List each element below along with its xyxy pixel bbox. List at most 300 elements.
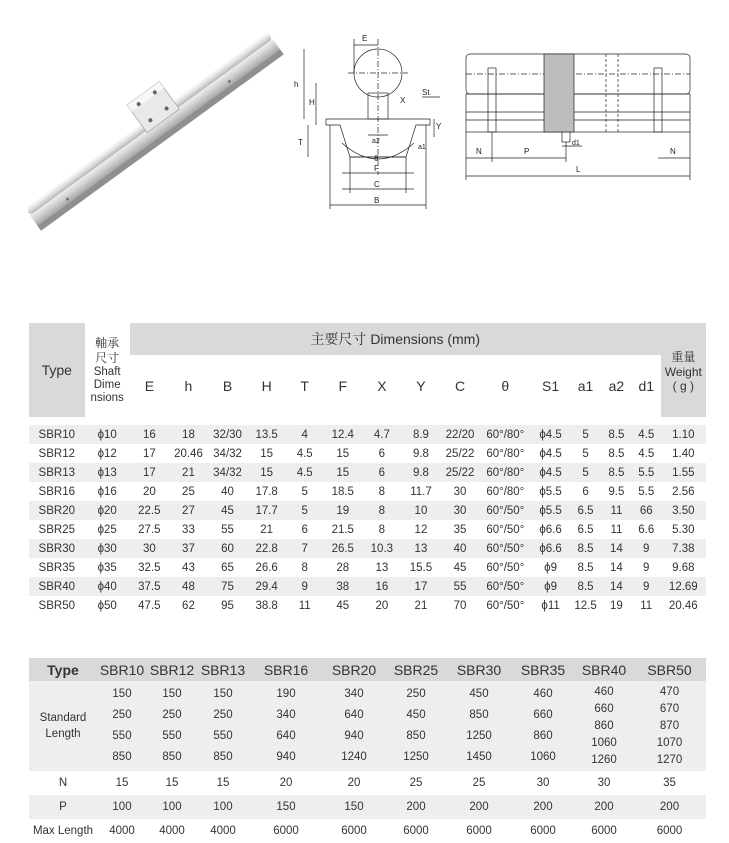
table-cell: 10 (414, 504, 428, 517)
table-cell: 20 (375, 599, 389, 612)
standard-length-value: 340 (344, 688, 364, 700)
standard-length-value: 1270 (656, 753, 683, 766)
standard-length-cell (575, 681, 633, 771)
max-length-row (29, 819, 706, 843)
standard-length-value: 940 (344, 730, 364, 742)
table-cell: 8.5 (608, 447, 625, 460)
max-length-value: 6000 (273, 825, 299, 837)
table-cell: 21 (414, 599, 428, 612)
table-cell: 48 (182, 580, 195, 593)
table-cell: 5 (301, 504, 308, 517)
col-Y: Y (401, 355, 440, 417)
table-cell: 43 (182, 561, 195, 574)
p-value: 100 (213, 801, 233, 813)
length-header-model: SBR25 (385, 658, 447, 681)
table-cell: 6 (582, 485, 589, 498)
table-cell: 18 (182, 428, 195, 441)
table-cell: 8.5 (577, 580, 594, 593)
col-F: F (323, 355, 362, 417)
length-header-model: SBR10 (97, 658, 147, 681)
table-cell: 4.7 (373, 428, 390, 441)
table-cell: 60°/80° (486, 466, 525, 479)
table-cell: 7 (301, 542, 308, 555)
table-cell: 2.56 (672, 485, 695, 498)
table-cell: 60°/50° (486, 580, 525, 593)
product-rail-image (28, 25, 298, 235)
n-value: 30 (536, 777, 550, 789)
p-value: 200 (594, 801, 614, 813)
col-h: h (169, 355, 208, 417)
table-cell: 11 (640, 599, 653, 612)
standard-length-value: 660 (533, 709, 553, 721)
table-cell: SBR12 (38, 447, 75, 460)
header-dimensions-group: 主要尺寸 Dimensions (mm) (130, 323, 661, 355)
svg-text:C: C (374, 180, 380, 189)
standard-length-value: 150 (213, 688, 233, 700)
table-row (29, 558, 706, 577)
table-cell: 13.5 (255, 428, 278, 441)
cross-section-drawing (290, 25, 450, 215)
standard-length-value: 150 (162, 688, 182, 700)
table-cell: 22.5 (138, 504, 161, 517)
table-cell: 38 (336, 580, 350, 593)
length-header-model: SBR13 (197, 658, 249, 681)
standard-length-value: 640 (276, 730, 296, 742)
n-value: 15 (115, 777, 129, 789)
standard-length-value: 1240 (341, 751, 367, 763)
table-cell: 45 (221, 504, 234, 517)
table-cell: 17 (142, 466, 156, 479)
table-cell: 9.68 (672, 561, 695, 574)
table-cell: 12 (414, 523, 428, 536)
standard-length-cell (633, 681, 706, 771)
svg-text:E: E (362, 34, 368, 43)
table-cell: 26.5 (331, 542, 354, 555)
svg-text:H: H (309, 98, 315, 107)
table-cell: 9.5 (608, 485, 625, 498)
standard-length-row (29, 681, 706, 771)
header-weight: 重量 Weight ( g ) (661, 323, 706, 417)
standard-length-value: 660 (594, 702, 614, 715)
table-cell: 60°/50° (486, 542, 525, 555)
table-row (29, 501, 706, 520)
table-cell: 30 (142, 542, 156, 555)
table-cell: 8.5 (577, 561, 594, 574)
table-cell: 11 (610, 504, 623, 517)
length-table (29, 658, 706, 843)
standard-length-cell (249, 681, 323, 771)
svg-text:h: h (294, 80, 299, 89)
standard-length-value: 1060 (530, 751, 556, 763)
standard-length-value: 640 (344, 709, 364, 721)
table-cell: 4.5 (296, 447, 313, 460)
table-cell: 22/20 (445, 428, 475, 441)
header-shaft-dimensions: 軸承尺寸 Shaft Dime nsions (85, 323, 130, 417)
table-cell: 7.38 (672, 542, 695, 555)
table-cell: 4.5 (296, 466, 313, 479)
table-cell: 5 (582, 447, 589, 460)
p-value: 100 (162, 801, 182, 813)
standard-length-value: 250 (162, 709, 182, 721)
max-length-value: 4000 (159, 825, 185, 837)
table-cell: 30 (453, 504, 467, 517)
length-header-model: SBR40 (575, 658, 633, 681)
p-value: 200 (659, 801, 680, 813)
max-length-label: Max Length (32, 825, 94, 837)
table-row (29, 463, 706, 482)
table-cell: 30 (453, 485, 467, 498)
length-header-type: Type (29, 658, 97, 681)
table-cell: ϕ5.5 (539, 504, 562, 517)
table-cell: 21 (182, 466, 195, 479)
svg-text:L: L (576, 165, 581, 174)
p-value: 200 (533, 801, 553, 813)
table-cell: 10.3 (370, 542, 394, 555)
standard-length-value: 850 (213, 751, 233, 763)
table-cell: 16 (375, 580, 389, 593)
table-cell: 9 (643, 580, 650, 593)
table-cell: 60 (221, 542, 234, 555)
svg-text:F: F (374, 164, 379, 173)
table-row (29, 425, 706, 444)
max-length-value: 6000 (466, 825, 492, 837)
table-cell: 8.9 (412, 428, 429, 441)
table-cell: 75 (221, 580, 234, 593)
table-cell: 15 (336, 466, 350, 479)
table-cell: SBR13 (38, 466, 75, 479)
table-cell: 1.40 (672, 447, 695, 460)
table-cell: 6 (378, 447, 386, 460)
standard-length-cell (97, 681, 147, 771)
table-cell: 12.4 (331, 428, 354, 441)
side-view-drawing (458, 50, 698, 190)
table-cell: ϕ11 (541, 599, 560, 612)
table-cell: SBR35 (38, 561, 75, 574)
col-C: C (441, 355, 480, 417)
table-cell: 13 (375, 561, 389, 574)
table-cell: ϕ35 (97, 561, 117, 574)
standard-length-value: 250 (112, 709, 132, 721)
table-cell: 18.5 (331, 485, 354, 498)
table-cell: 14 (610, 542, 623, 555)
standard-length-value: 860 (533, 730, 553, 742)
table-cell: 8 (301, 561, 308, 574)
table-cell: 17.7 (255, 504, 278, 517)
table-cell: 9 (643, 561, 650, 574)
table-cell: ϕ13 (97, 466, 117, 479)
p-value: 200 (406, 801, 426, 813)
table-cell: 4.5 (638, 447, 655, 460)
table-cell: 9 (643, 542, 650, 555)
p-value: 200 (469, 801, 489, 813)
table-cell: 47.5 (138, 599, 161, 612)
table-cell: 6 (301, 523, 308, 536)
col-B: B (208, 355, 247, 417)
table-cell: 9 (301, 580, 308, 593)
col-a1: a1 (570, 355, 601, 417)
standard-length-value: 460 (533, 688, 553, 700)
table-cell: ϕ12 (97, 447, 117, 460)
standard-length-value: 550 (213, 730, 233, 742)
table-cell: 37 (182, 542, 195, 555)
table-cell: SBR50 (38, 599, 75, 612)
n-value: 30 (597, 777, 611, 789)
svg-text:d1: d1 (572, 140, 580, 147)
n-value: 25 (472, 777, 486, 789)
table-cell: 60°/50° (486, 561, 525, 574)
table-cell: 5 (582, 428, 589, 441)
table-cell: 6.6 (638, 523, 655, 536)
table-cell: 5.5 (638, 466, 655, 479)
standard-length-value: 1260 (591, 753, 617, 766)
standard-length-value: 860 (594, 719, 614, 732)
table-cell: 20 (142, 485, 156, 498)
table-cell: 5 (301, 485, 308, 498)
standard-length-cell (511, 681, 575, 771)
table-cell: 60°/50° (486, 599, 525, 612)
svg-text:N: N (670, 147, 676, 156)
svg-text:Y: Y (436, 122, 442, 131)
table-row (29, 577, 706, 596)
table-cell: SBR40 (38, 580, 75, 593)
table-cell: 27 (182, 504, 195, 517)
col-d1: d1 (632, 355, 661, 417)
table-cell: 13 (414, 542, 428, 555)
table-cell: 15 (260, 466, 274, 479)
col-T: T (286, 355, 323, 417)
standard-length-value: 150 (112, 688, 132, 700)
table-cell: 21 (260, 523, 274, 536)
p-row (29, 795, 706, 819)
svg-text:N: N (476, 147, 482, 156)
svg-text:P: P (524, 147, 530, 156)
table-cell: 20.46 (174, 447, 203, 460)
standard-length-value: 550 (112, 730, 132, 742)
table-cell: 6 (378, 466, 386, 479)
table-cell: 34/32 (213, 447, 242, 460)
table-cell: 32.5 (138, 561, 161, 574)
table-cell: 4 (301, 428, 308, 441)
table-row (29, 539, 706, 558)
standard-length-value: 460 (594, 685, 614, 698)
table-row (29, 482, 706, 501)
table-cell: SBR20 (38, 504, 75, 517)
n-row (29, 771, 706, 795)
col-a2: a2 (601, 355, 632, 417)
table-cell: 11 (610, 523, 623, 536)
table-cell: 6.5 (577, 504, 594, 517)
n-label: N (58, 777, 68, 789)
svg-text:St: St (422, 88, 430, 97)
table-cell: 14 (610, 561, 623, 574)
table-cell: 55 (453, 580, 467, 593)
standard-length-value: 250 (213, 709, 233, 721)
table-cell: 29.4 (255, 580, 278, 593)
table-cell: 21.5 (331, 523, 354, 536)
table-cell: ϕ40 (97, 580, 117, 593)
header-type: Type (29, 323, 85, 417)
table-cell: 62 (182, 599, 195, 612)
table-cell: ϕ6.6 (539, 523, 562, 536)
table-cell: 60°/80° (486, 428, 525, 441)
n-value: 15 (216, 777, 230, 789)
table-cell: ϕ4.5 (539, 447, 562, 460)
svg-text:a1: a1 (418, 144, 426, 151)
table-cell: SBR30 (38, 542, 75, 555)
table-cell: 1.10 (672, 428, 695, 441)
max-length-value: 6000 (341, 825, 367, 837)
length-header-model: SBR12 (147, 658, 197, 681)
table-cell: 4.5 (638, 428, 655, 441)
standard-length-cell (197, 681, 249, 771)
standard-length-cell (447, 681, 511, 771)
table-cell: 8 (378, 485, 386, 498)
table-cell: 14 (610, 580, 623, 593)
standard-length-value: 450 (406, 709, 426, 721)
table-cell: 19 (336, 504, 350, 517)
table-cell: 60°/50° (486, 523, 525, 536)
table-cell: 20.46 (668, 599, 698, 612)
table-cell: 8.5 (608, 466, 625, 479)
table-cell: 37.5 (138, 580, 161, 593)
col-X: X (362, 355, 401, 417)
table-cell: 9.8 (412, 447, 429, 460)
table-cell: 17.8 (255, 485, 278, 498)
table-cell: 25 (182, 485, 195, 498)
table-cell: SBR25 (38, 523, 75, 536)
table-cell: 12.69 (668, 580, 698, 593)
table-cell: 40 (221, 485, 234, 498)
table-cell: 15 (336, 447, 350, 460)
max-length-value: 6000 (403, 825, 429, 837)
table-cell: 1.55 (672, 466, 695, 479)
table-cell: 9.8 (412, 466, 429, 479)
table-cell: ϕ16 (97, 485, 117, 498)
standard-length-value: 850 (406, 730, 426, 742)
table-cell: 8.5 (608, 428, 625, 441)
table-cell: 35 (453, 523, 467, 536)
table-cell: 95 (221, 599, 234, 612)
table-cell: 34/32 (213, 466, 242, 479)
standard-length-value: 850 (112, 751, 132, 763)
table-cell: 5.5 (638, 485, 655, 498)
max-length-value: 4000 (109, 825, 135, 837)
table-cell: 65 (221, 561, 234, 574)
table-cell: 5 (582, 466, 589, 479)
n-value: 15 (165, 777, 179, 789)
table-cell: ϕ5.5 (539, 485, 562, 498)
table-cell: 15 (260, 447, 274, 460)
col-H: H (247, 355, 286, 417)
svg-text:X: X (400, 96, 406, 105)
table-cell: 27.5 (138, 523, 161, 536)
table-cell: 28 (336, 561, 350, 574)
svg-text:a2: a2 (372, 138, 380, 145)
table-cell: ϕ4.5 (539, 466, 562, 479)
table-cell: 8.5 (577, 542, 594, 555)
table-cell: 33 (182, 523, 195, 536)
table-cell: 11 (298, 599, 311, 612)
dimensions-table (29, 323, 706, 615)
p-value: 150 (276, 801, 296, 813)
table-cell: ϕ50 (97, 599, 117, 612)
svg-text:T: T (298, 138, 303, 147)
column-header-row (29, 355, 706, 417)
table-cell: 70 (453, 599, 467, 612)
standard-length-value: 1060 (591, 736, 617, 749)
standard-length-value: 870 (659, 719, 680, 732)
table-cell: 8 (378, 523, 386, 536)
standard-length-value: 850 (469, 709, 489, 721)
table-cell: 5.30 (672, 523, 695, 536)
standard-length-value: 450 (469, 688, 489, 700)
svg-text:θ: θ (374, 154, 379, 163)
n-value: 35 (663, 777, 676, 789)
standard-length-value: 550 (162, 730, 182, 742)
length-header-model: SBR16 (249, 658, 323, 681)
max-length-value: 4000 (210, 825, 236, 837)
table-cell: 25/22 (445, 466, 475, 479)
standard-length-value: 190 (276, 688, 296, 700)
table-cell: 60°/50° (486, 504, 525, 517)
table-cell: 60°/80° (486, 485, 525, 498)
table-cell: 11.7 (410, 485, 432, 498)
length-header-model: SBR20 (323, 658, 385, 681)
p-label: P (59, 801, 67, 813)
col-S1: S1 (531, 355, 570, 417)
table-cell: 15.5 (409, 561, 433, 574)
table-cell: ϕ30 (97, 542, 117, 555)
standard-length-cell (147, 681, 197, 771)
standard-length-cell (323, 681, 385, 771)
table-cell: 3.50 (672, 504, 695, 517)
table-cell: 17 (142, 447, 156, 460)
n-value: 20 (347, 777, 361, 789)
standard-length-value: 850 (162, 751, 182, 763)
table-cell: 12.5 (574, 599, 597, 612)
p-value: 150 (344, 801, 364, 813)
table-row (29, 520, 706, 539)
standard-length-value: 1070 (656, 736, 683, 749)
col-E: E (130, 355, 169, 417)
table-cell: 16 (142, 428, 156, 441)
table-cell: ϕ4.5 (539, 428, 562, 441)
standard-length-value: 250 (406, 688, 426, 700)
table-cell: ϕ20 (97, 504, 117, 517)
table-cell: 45 (453, 561, 467, 574)
length-header-model: SBR35 (511, 658, 575, 681)
table-cell: 26.6 (255, 561, 278, 574)
max-length-value: 6000 (591, 825, 617, 837)
side-dimension-labels (476, 140, 676, 174)
table-cell: 22.8 (255, 542, 278, 555)
table-cell: 6.5 (577, 523, 594, 536)
n-value: 25 (409, 777, 423, 789)
col-theta: θ (480, 355, 531, 417)
table-cell: 45 (336, 599, 350, 612)
svg-text:B: B (374, 196, 380, 205)
table-cell: 17 (414, 580, 428, 593)
table-cell: 25/22 (445, 447, 475, 460)
standard-length-label: Standard Length (39, 712, 87, 740)
table-cell: 40 (453, 542, 467, 555)
p-value: 100 (112, 801, 132, 813)
n-value: 20 (279, 777, 293, 789)
standard-length-value: 340 (276, 709, 296, 721)
standard-length-value: 940 (276, 751, 296, 763)
table-cell: SBR16 (38, 485, 75, 498)
table-cell: 66 (639, 504, 653, 517)
